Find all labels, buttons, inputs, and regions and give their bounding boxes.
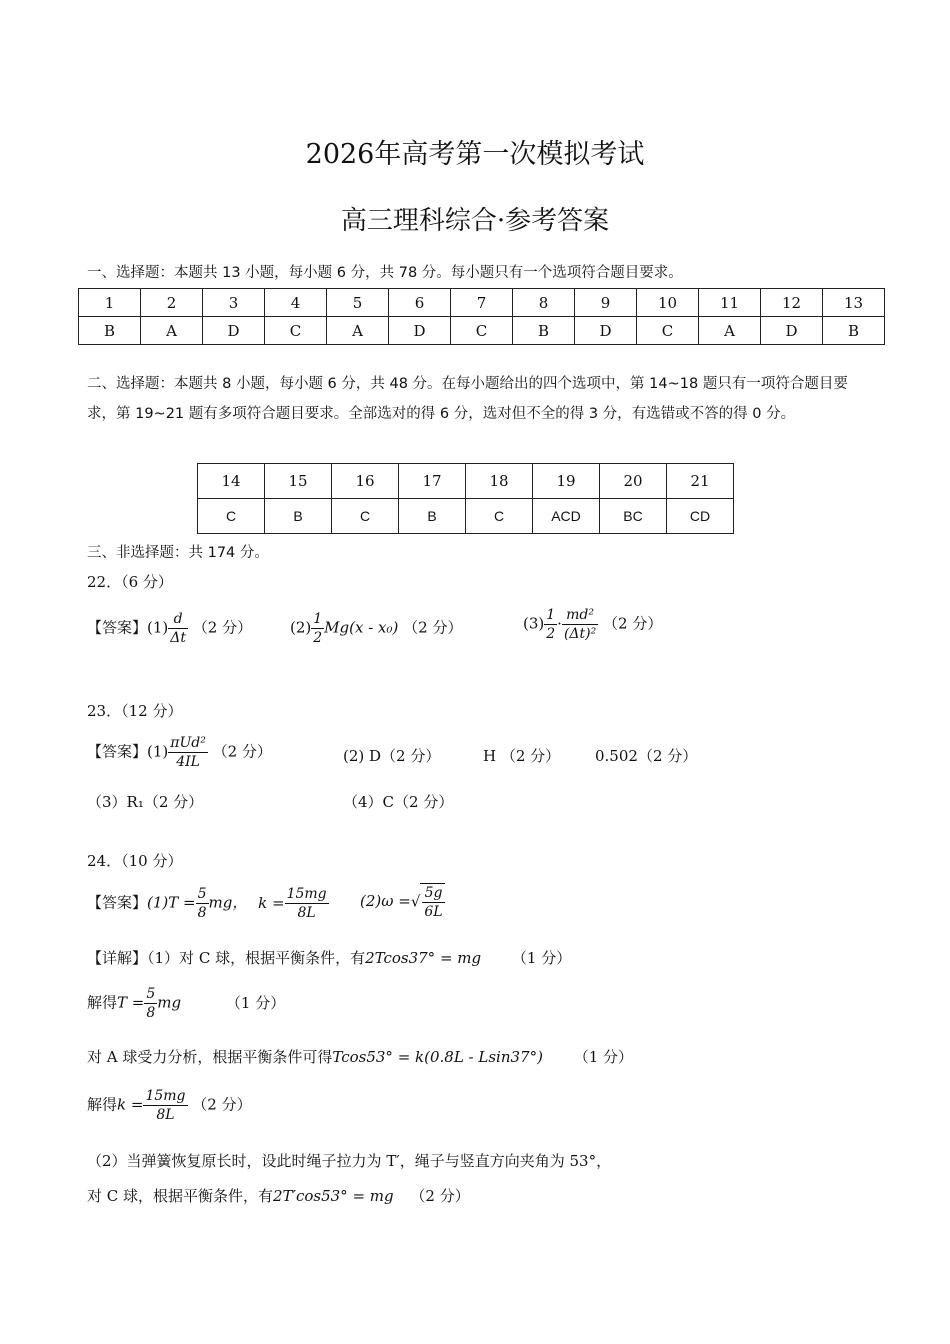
score: （2 分） [212, 742, 272, 761]
q24-detail-text: 对 A 球受力分析，根据平衡条件可得 [87, 1048, 333, 1066]
table-cell: B [265, 499, 332, 534]
q22-part1-fraction [168, 610, 188, 647]
table-cell: C [451, 317, 513, 345]
table-cell: 10 [637, 289, 699, 317]
table-cell: 7 [451, 289, 513, 317]
table-cell: CD [667, 499, 734, 534]
table-cell: B [79, 317, 141, 345]
q22-part2-fraction [311, 610, 324, 647]
table-cell: B [399, 499, 466, 534]
q22-part3-label: (3) [523, 614, 545, 633]
q24-a1-prefix: (1)T = [147, 893, 196, 912]
table-cell: 4 [265, 289, 327, 317]
numerator: md² [566, 607, 595, 623]
denominator: 2 [313, 630, 323, 646]
table-cell: C [198, 499, 265, 534]
table-cell: D [203, 317, 265, 345]
numerator: 15mg [145, 1088, 186, 1104]
q24-detail-line4 [87, 1087, 252, 1124]
score: （2 分） [192, 1095, 252, 1114]
q24-detail-text: 解得 [87, 993, 118, 1012]
q24-heading: 24．（10 分） [87, 852, 183, 870]
answer-label: 【答案】 [87, 618, 148, 637]
table-cell: D [575, 317, 637, 345]
table-cell: A [141, 317, 203, 345]
q23-part2c: 0.502（2 分） [595, 747, 698, 765]
table-cell: 5 [327, 289, 389, 317]
table-cell: 9 [575, 289, 637, 317]
score: （1 分） [573, 1048, 634, 1066]
q22-part3-fraction [544, 606, 557, 643]
table-header-row [79, 289, 885, 317]
table-cell: D [389, 317, 451, 345]
table-cell: 15 [265, 464, 332, 499]
table-cell: 11 [699, 289, 761, 317]
table-cell: BC [600, 499, 667, 534]
q23-part4: （4）C（2 分） [343, 793, 454, 811]
q24-detail-equation: k = [117, 1095, 144, 1114]
denominator: 6L [424, 904, 443, 920]
q23-part1-label: (1) [147, 742, 169, 761]
table-cell: 16 [332, 464, 399, 499]
q24-a3-prefix: (2)ω = [360, 892, 411, 910]
score: （2 分） [192, 618, 253, 637]
section3-heading: 三、非选择题：共 174 分。 [87, 545, 269, 561]
answer-label: 【答案】 [87, 742, 148, 761]
q24-detail-text: 解得 [87, 1095, 118, 1114]
table-cell: B [513, 317, 575, 345]
answer-label: 【答案】 [87, 893, 148, 912]
score: （1 分） [511, 949, 572, 967]
q24-a2-fraction [285, 885, 329, 922]
q24-detail-equation: 2Tcos37° = mg [365, 949, 482, 967]
table-cell: C [637, 317, 699, 345]
denominator: 8L [143, 1105, 187, 1124]
section1-heading: 一、选择题：本题共 13 小题，每小题 6 分，共 78 分。每小题只有一个选项符合题目要求。 [87, 265, 683, 281]
q23-answer-line [87, 734, 272, 771]
q24-detail-equation-suffix: mg [157, 993, 182, 1012]
table-row [198, 499, 734, 534]
table-cell: 21 [667, 464, 734, 499]
q24-detail-line1 [87, 947, 571, 968]
table-cell: 19 [533, 464, 600, 499]
q24-detail-fraction [144, 985, 157, 1022]
q22-part2-expression: Mg(x - x₀) [324, 618, 399, 637]
q24-detail-equation: T = [117, 993, 145, 1012]
section1-answer-table [78, 288, 885, 345]
denominator: Δt [170, 630, 187, 646]
denominator: 8 [197, 905, 207, 921]
q24-detail-text: （1）对 C 球，根据平衡条件，有 [147, 949, 366, 967]
q22-answer-line [87, 610, 252, 647]
q24-detail-text: 对 C 球，根据平衡条件，有 [87, 1187, 274, 1205]
q22-part2 [290, 610, 462, 647]
q24-detail-line3 [87, 1046, 633, 1067]
table-cell: C [265, 317, 327, 345]
table-cell: 14 [198, 464, 265, 499]
q22-part1-label: (1) [147, 618, 169, 637]
table-cell: 6 [389, 289, 451, 317]
table-cell: 12 [761, 289, 823, 317]
q23-part2: (2) D（2 分） [343, 747, 441, 765]
denominator: (Δt)² [563, 626, 597, 642]
table-cell: 3 [203, 289, 265, 317]
table-cell: A [699, 317, 761, 345]
q24-detail-line6 [87, 1185, 470, 1206]
table-cell: ACD [533, 499, 600, 534]
q24-detail-equation: 2T′cos53° = mg [273, 1187, 394, 1205]
q22-part2-label: (2) [290, 618, 312, 637]
q22-part3-fraction2 [562, 606, 598, 643]
q24-a2-prefix: k = [258, 893, 285, 912]
q24-a1-fraction [196, 885, 209, 922]
numerator: d [173, 611, 183, 627]
score: （2 分） [410, 1187, 470, 1205]
table-cell: 8 [513, 289, 575, 317]
denominator: 2 [546, 626, 556, 642]
q24-detail-equation: Tcos53° = k(0.8L - Lsin37°) [332, 1048, 543, 1066]
numerator: 1 [546, 607, 556, 623]
q23-part2b: H （2 分） [483, 747, 561, 765]
q24-detail-fraction [143, 1087, 187, 1124]
table-cell: 2 [141, 289, 203, 317]
section2-heading: 二、选择题：本题共 8 小题，每小题 6 分，共 48 分。在每小题给出的四个选项中，第 14~18 题只有一项符合题目要求，第 19~21 题有多项符合题目要求。全部选对的得 6 分，选对但不全的得 3 分，有选错或不答的得 0 分。 [87, 376, 848, 422]
q24-detail-line2 [87, 985, 285, 1022]
score: （2 分） [603, 614, 663, 633]
table-cell: 18 [466, 464, 533, 499]
numerator: 5 [146, 986, 156, 1002]
table-cell: A [327, 317, 389, 345]
table-cell: C [332, 499, 399, 534]
numerator: 5g [424, 885, 443, 901]
table-cell: 20 [600, 464, 667, 499]
denominator: 8L [285, 903, 329, 922]
table-cell: 1 [79, 289, 141, 317]
page-title: 2026年高考第一次模拟考试 [305, 139, 645, 170]
score: （2 分） [403, 618, 463, 637]
denominator: 8 [146, 1005, 156, 1021]
q24-a3 [360, 883, 445, 921]
q24-answer-line [87, 885, 329, 922]
table-cell: 13 [823, 289, 885, 317]
q23-part3: （3）R₁（2 分） [87, 793, 204, 811]
numerator: 1 [313, 611, 323, 627]
section2-answer-table [197, 463, 734, 534]
detail-label: 【详解】 [87, 949, 148, 967]
q24-a3-fraction [422, 884, 444, 921]
q24-detail-line5: （2）当弹簧恢复原长时，设此时绳子拉力为 T′，绳子与竖直方向夹角为 53°， [87, 1152, 612, 1170]
table-cell: D [761, 317, 823, 345]
q24-a1-suffix: mg， [208, 893, 248, 912]
denominator: 4IL [168, 752, 208, 771]
score: （1 分） [225, 993, 286, 1012]
q22-part3: (3) $\frac{1}{2}$ · $\frac{\text{md²}}{\text{(Δt)²}}$ （2 分） [523, 607, 663, 642]
square-root-icon: √ $\frac{5g}{6L}$ [410, 885, 443, 920]
q22-heading: 22．（6 分） [87, 573, 173, 591]
table-cell: 17 [399, 464, 466, 499]
q23-part1-fraction [168, 734, 208, 771]
numerator: 15mg [286, 886, 327, 902]
table-cell: B [823, 317, 885, 345]
table-cell: C [466, 499, 533, 534]
q23-heading: 23．（12 分） [87, 702, 183, 720]
numerator: 5 [197, 886, 207, 902]
table-header-row [198, 464, 734, 499]
numerator: πUd² [170, 735, 206, 751]
page-subtitle: 高三理科综合·参考答案 [340, 206, 610, 236]
table-row [79, 317, 885, 345]
